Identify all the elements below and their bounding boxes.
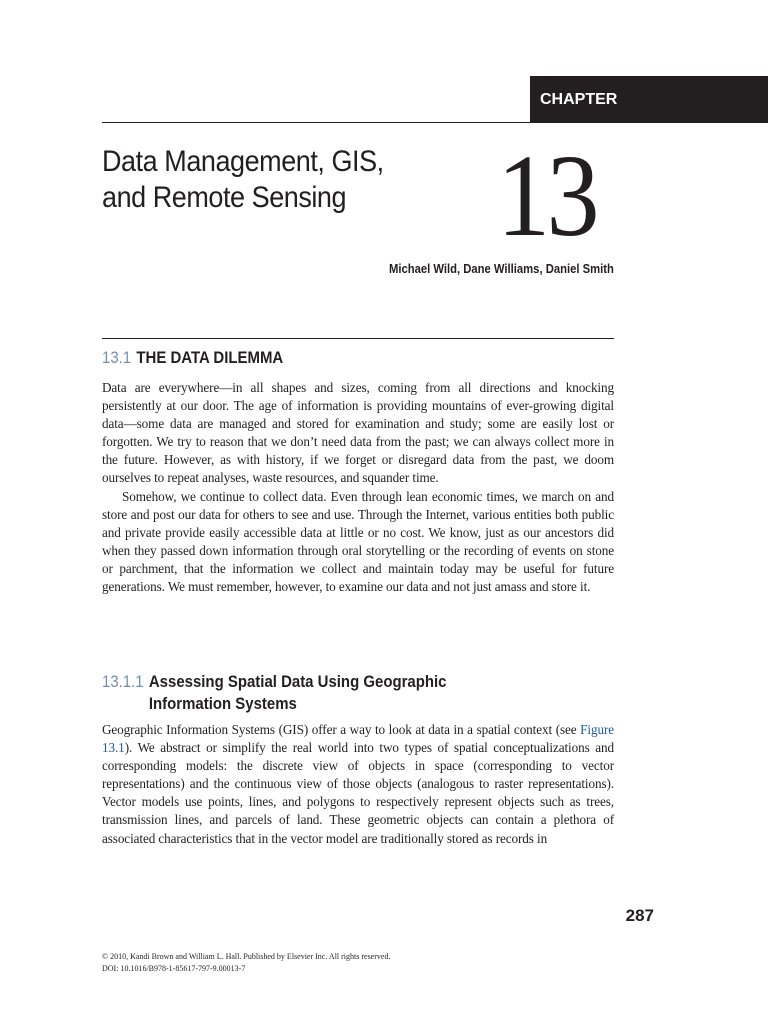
chapter-number: 13	[497, 130, 596, 261]
chapter-title	[102, 144, 384, 216]
subsection-number: 13.1.1	[102, 672, 144, 691]
paragraph-text: Geographic Information Systems (GIS) offer a way to look at data in a spatial context (see	[102, 722, 581, 737]
chapter-title-line2: and Remote Sensing	[102, 181, 347, 214]
section-rule	[102, 338, 614, 339]
paragraph-text: ). We abstract or simplify the real world into two types of spatial conceptualizations and corresponding models: the discrete view of objects in space (corresponding to vector representations) and the continuous view of those objects (analogous to raster representations). Vector models use points, lines, and polygons to respectively represent objects such as trees, transmission lines, and parcels of land. These geometric objects can contain a plethora of associated characteristics that in the vector model are traditionally stored as records in	[102, 740, 614, 846]
section-heading	[102, 347, 283, 369]
subsection-title-line2: Information Systems	[148, 694, 297, 713]
copyright-notice	[102, 951, 390, 974]
section-body	[102, 379, 614, 596]
chapter-title-line1: Data Management, GIS,	[102, 145, 384, 178]
paragraph: Data are everywhere—in all shapes and sizes, coming from all directions and knocking persistently at our door. The age of information is providing mountains of ever-growing digital data—some data are managed and stored for examination and study; some are easily lost or forgotten. We try to reason that we don’t need data from the past; we can always collect more in the future. However, as with history, if we forget or disregard data from the past, we doom ourselves to repeat analyses, waste resources, and squander time.	[102, 380, 614, 486]
subsection-title-line1: Assessing Spatial Data Using Geographic	[148, 672, 447, 691]
chapter-label: CHAPTER	[530, 76, 768, 123]
paragraph: Somehow, we continue to collect data. Even through lean economic times, we march on and store and post our data for others to see and use. Through the Internet, various entities both public and private provide easily accessible data at little or no cost. We know, just as our ancestors did when they passed down information through oral storytelling or the recording of events on stone or parchment, that the information we collect and maintain today may be useful for future generations. We must remember, however, to examine our data and not just amass and store it.	[102, 488, 614, 595]
figure-link[interactable]: Figure 13.1	[102, 722, 614, 756]
page-number: 287	[625, 906, 654, 925]
copyright-text: © 2010, Kandi Brown and William L. Hall. Published by Elsevier Inc. All rights reserved.	[102, 952, 391, 961]
authors: Michael Wild, Dane Williams, Daniel Smith	[389, 262, 614, 276]
section-number: 13.1	[102, 348, 132, 367]
subsection-body	[102, 721, 614, 848]
paragraph	[102, 721, 614, 848]
section-title: THE DATA DILEMMA	[136, 348, 284, 367]
doi-text: DOI: 10.1016/B978-1-85617-797-9.00013-7	[102, 963, 246, 973]
subsection-heading	[102, 671, 447, 715]
title-rule	[102, 122, 532, 123]
